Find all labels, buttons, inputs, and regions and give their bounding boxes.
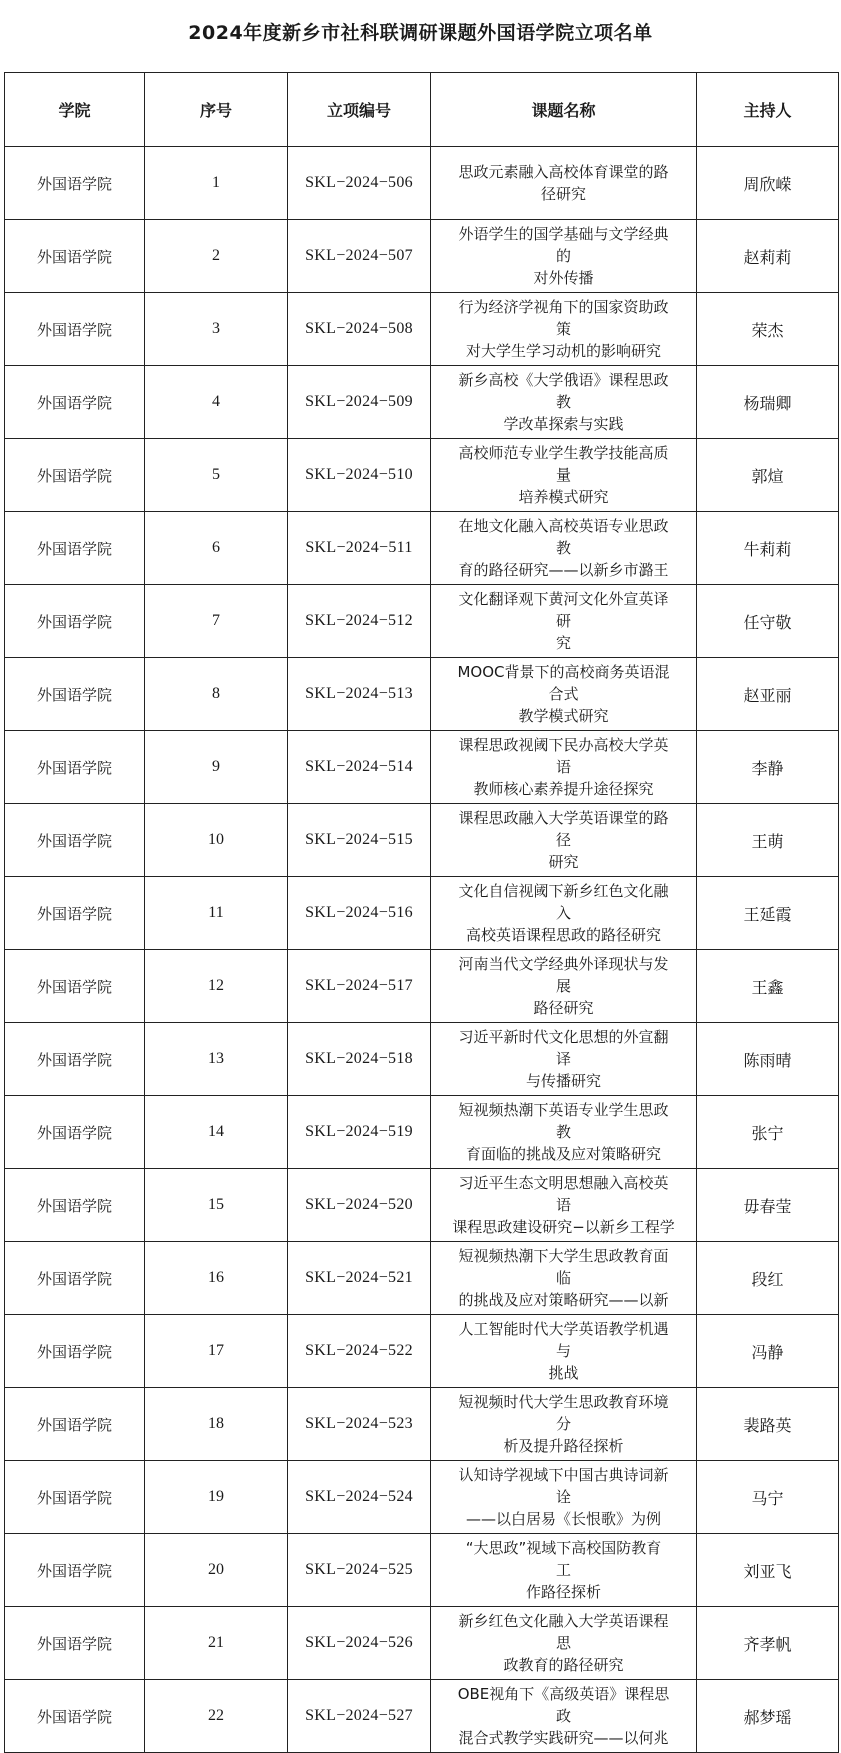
number-cell: 19: [145, 1461, 288, 1534]
topic-cell: [431, 1096, 697, 1169]
topic-line: 高校英语课程思政的路径研究: [465, 926, 661, 944]
number-cell: 17: [145, 1315, 288, 1388]
college-cell: 外国语学院: [5, 147, 145, 220]
topic-line: 教: [555, 393, 571, 411]
topic-line: 路径研究: [533, 999, 594, 1017]
number-cell: 9: [145, 731, 288, 804]
host-cell: 李静: [697, 731, 839, 804]
number-cell: 12: [145, 950, 288, 1023]
topic-line: 短视频时代大学生思政教育环境: [458, 1393, 669, 1411]
topic-line: 外语学生的国学基础与文学经典: [458, 225, 669, 243]
topic-cell: [431, 658, 697, 731]
code-cell: SKL−2024−523: [288, 1388, 431, 1461]
code-cell: SKL−2024−520: [288, 1169, 431, 1242]
topic-line: 习近平新时代文化思想的外宣翻: [458, 1028, 669, 1046]
host-cell: 王鑫: [697, 950, 839, 1023]
code-cell: SKL−2024−521: [288, 1242, 431, 1315]
topic-line: 在地文化融入高校英语专业思政: [458, 517, 669, 535]
page-title: 2024年度新乡市社科联调研课题外国语学院立项名单: [188, 22, 653, 44]
topic-line: 文化自信视阈下新乡红色文化融: [458, 882, 669, 900]
table-row: [5, 1169, 839, 1242]
host-cell: 荣杰: [697, 293, 839, 366]
topic-line: 挑战: [548, 1364, 579, 1382]
number-cell: 22: [145, 1680, 288, 1753]
table-row: [5, 366, 839, 439]
college-cell: 外国语学院: [5, 1680, 145, 1753]
topic-line: 径研究: [540, 185, 586, 203]
topic-line: MOOC背景下的高校商务英语混: [457, 663, 670, 681]
topic-cell: [431, 1461, 697, 1534]
table-row: [5, 512, 839, 585]
topic-line: “大思政”视域下高校国防教育: [465, 1539, 662, 1557]
topic-cell: [431, 1023, 697, 1096]
table-row: [5, 1680, 839, 1753]
host-cell: 段红: [697, 1242, 839, 1315]
topic-line: 临: [555, 1269, 571, 1287]
topic-line: 的: [555, 247, 571, 265]
college-cell: 外国语学院: [5, 950, 145, 1023]
topic-line: OBE视角下《高级英语》课程思: [457, 1685, 670, 1703]
code-cell: SKL−2024−513: [288, 658, 431, 731]
table-header-row: [5, 73, 839, 147]
topic-line: 语: [555, 758, 571, 776]
topic-line: 教师核心素养提升途径探究: [473, 780, 654, 798]
topic-line: 课程思政融入大学英语课堂的路: [458, 809, 669, 827]
table-row: [5, 1023, 839, 1096]
topic-line: 策: [555, 320, 571, 338]
topic-line: 行为经济学视角下的国家资助政: [458, 298, 669, 316]
code-cell: SKL−2024−524: [288, 1461, 431, 1534]
code-cell: SKL−2024−525: [288, 1534, 431, 1607]
code-cell: SKL−2024−522: [288, 1315, 431, 1388]
topic-line: 作路径探析: [525, 1583, 601, 1601]
table-row: [5, 658, 839, 731]
topic-line: 与: [555, 1342, 571, 1360]
college-cell: 外国语学院: [5, 1169, 145, 1242]
header-college: 学院: [5, 73, 145, 147]
topic-line: 新乡红色文化融入大学英语课程: [458, 1612, 669, 1630]
college-cell: 外国语学院: [5, 1388, 145, 1461]
topic-line: 研究: [548, 853, 579, 871]
topic-line: 教: [555, 1123, 571, 1141]
topic-line: 径: [555, 831, 571, 849]
topic-line: 合式: [548, 685, 579, 703]
topic-cell: [431, 512, 697, 585]
topic-line: 新乡高校《大学俄语》课程思政: [458, 371, 669, 389]
college-cell: 外国语学院: [5, 220, 145, 293]
topic-cell: [431, 220, 697, 293]
number-cell: 3: [145, 293, 288, 366]
header-code: 立项编号: [288, 73, 431, 147]
code-cell: SKL−2024−510: [288, 439, 431, 512]
college-cell: 外国语学院: [5, 1242, 145, 1315]
host-cell: 张宁: [697, 1096, 839, 1169]
code-cell: SKL−2024−509: [288, 366, 431, 439]
college-cell: 外国语学院: [5, 1461, 145, 1534]
topic-line: 政教育的路径研究: [503, 1656, 624, 1674]
topic-cell: [431, 1534, 697, 1607]
college-cell: 外国语学院: [5, 1315, 145, 1388]
topic-line: 混合式教学实践研究——以何兆: [458, 1729, 669, 1747]
topic-line: 课程思政建设研究−以新乡工程学: [452, 1218, 675, 1236]
table-row: [5, 804, 839, 877]
number-cell: 6: [145, 512, 288, 585]
topic-line: 工: [555, 1561, 571, 1579]
number-cell: 2: [145, 220, 288, 293]
topic-cell: [431, 293, 697, 366]
table-row: [5, 731, 839, 804]
topic-cell: [431, 585, 697, 658]
host-cell: 刘亚飞: [697, 1534, 839, 1607]
table-row: [5, 1315, 839, 1388]
topic-cell: [431, 366, 697, 439]
host-cell: 齐孝帆: [697, 1607, 839, 1680]
topic-line: 河南当代文学经典外译现状与发: [458, 955, 669, 973]
host-cell: 赵莉莉: [697, 220, 839, 293]
topic-line: 译: [555, 1050, 571, 1068]
topic-line: 语: [555, 1196, 571, 1214]
college-cell: 外国语学院: [5, 877, 145, 950]
number-cell: 18: [145, 1388, 288, 1461]
topic-cell: [431, 1607, 697, 1680]
header-topic: 课题名称: [431, 73, 697, 147]
host-cell: 赵亚丽: [697, 658, 839, 731]
topic-line: 的挑战及应对策略研究——以新: [458, 1291, 669, 1309]
topic-line: 研: [555, 612, 571, 630]
topic-line: 教: [555, 539, 571, 557]
number-cell: 11: [145, 877, 288, 950]
topic-cell: [431, 1169, 697, 1242]
topic-line: 思政元素融入高校体育课堂的路: [458, 163, 669, 181]
table-row: [5, 1534, 839, 1607]
host-cell: 牛莉莉: [697, 512, 839, 585]
topic-line: 与传播研究: [525, 1072, 601, 1090]
host-cell: 周欣嵘: [697, 147, 839, 220]
topic-cell: [431, 950, 697, 1023]
code-cell: SKL−2024−527: [288, 1680, 431, 1753]
college-cell: 外国语学院: [5, 1534, 145, 1607]
topic-line: 高校师范专业学生教学技能高质: [458, 444, 669, 462]
topic-line: 展: [555, 977, 571, 995]
college-cell: 外国语学院: [5, 1096, 145, 1169]
number-cell: 16: [145, 1242, 288, 1315]
topic-cell: [431, 731, 697, 804]
table-row: [5, 1388, 839, 1461]
number-cell: 21: [145, 1607, 288, 1680]
topic-line: 究: [555, 634, 571, 652]
host-cell: 王延霞: [697, 877, 839, 950]
topic-line: 文化翻译观下黄河文化外宣英译: [458, 590, 669, 608]
college-cell: 外国语学院: [5, 366, 145, 439]
header-host: 主持人: [697, 73, 839, 147]
topic-line: 析及提升路径探析: [503, 1437, 624, 1455]
number-cell: 13: [145, 1023, 288, 1096]
code-cell: SKL−2024−519: [288, 1096, 431, 1169]
college-cell: 外国语学院: [5, 1607, 145, 1680]
topic-cell: [431, 1242, 697, 1315]
college-cell: 外国语学院: [5, 512, 145, 585]
number-cell: 20: [145, 1534, 288, 1607]
code-cell: SKL−2024−515: [288, 804, 431, 877]
topic-line: 认知诗学视域下中国古典诗词新: [458, 1466, 669, 1484]
code-cell: SKL−2024−512: [288, 585, 431, 658]
host-cell: 裴路英: [697, 1388, 839, 1461]
project-table: [4, 72, 839, 1753]
host-cell: 郝梦瑶: [697, 1680, 839, 1753]
topic-cell: [431, 1680, 697, 1753]
topic-line: 人工智能时代大学英语教学机遇: [458, 1320, 669, 1338]
table-row: [5, 1096, 839, 1169]
code-cell: SKL−2024−508: [288, 293, 431, 366]
table-row: [5, 220, 839, 293]
table-row: [5, 877, 839, 950]
code-cell: SKL−2024−517: [288, 950, 431, 1023]
table-row: [5, 585, 839, 658]
college-cell: 外国语学院: [5, 731, 145, 804]
topic-line: 短视频热潮下大学生思政教育面: [458, 1247, 669, 1265]
code-cell: SKL−2024−514: [288, 731, 431, 804]
college-cell: 外国语学院: [5, 293, 145, 366]
table-row: [5, 1461, 839, 1534]
topic-line: ——以白居易《长恨歌》为例: [465, 1510, 661, 1528]
table-row: [5, 950, 839, 1023]
topic-line: 习近平生态文明思想融入高校英: [458, 1174, 669, 1192]
college-cell: 外国语学院: [5, 658, 145, 731]
college-cell: 外国语学院: [5, 585, 145, 658]
code-cell: SKL−2024−506: [288, 147, 431, 220]
topic-cell: [431, 1388, 697, 1461]
topic-line: 入: [555, 904, 571, 922]
number-cell: 15: [145, 1169, 288, 1242]
table-row: [5, 1607, 839, 1680]
code-cell: SKL−2024−526: [288, 1607, 431, 1680]
topic-line: 课程思政视阈下民办高校大学英: [458, 736, 669, 754]
topic-cell: [431, 804, 697, 877]
number-cell: 7: [145, 585, 288, 658]
host-cell: 马宁: [697, 1461, 839, 1534]
number-cell: 14: [145, 1096, 288, 1169]
host-cell: 王萌: [697, 804, 839, 877]
number-cell: 1: [145, 147, 288, 220]
code-cell: SKL−2024−516: [288, 877, 431, 950]
topic-line: 量: [555, 466, 571, 484]
number-cell: 4: [145, 366, 288, 439]
table-row: [5, 1242, 839, 1315]
college-cell: 外国语学院: [5, 1023, 145, 1096]
code-cell: SKL−2024−507: [288, 220, 431, 293]
topic-cell: [431, 147, 697, 220]
host-cell: 郭煊: [697, 439, 839, 512]
college-cell: 外国语学院: [5, 439, 145, 512]
table-row: [5, 439, 839, 512]
host-cell: 任守敬: [697, 585, 839, 658]
topic-line: 对外传播: [533, 269, 594, 287]
topic-cell: [431, 1315, 697, 1388]
host-cell: 毋春莹: [697, 1169, 839, 1242]
topic-line: 培养模式研究: [518, 488, 609, 506]
number-cell: 5: [145, 439, 288, 512]
table-row: [5, 147, 839, 220]
table-body: [5, 147, 839, 1753]
topic-line: 思: [555, 1634, 571, 1652]
topic-line: 学改革探索与实践: [503, 415, 624, 433]
code-cell: SKL−2024−518: [288, 1023, 431, 1096]
table-row: [5, 293, 839, 366]
topic-line: 政: [555, 1707, 571, 1725]
topic-line: 教学模式研究: [518, 707, 609, 725]
number-cell: 8: [145, 658, 288, 731]
host-cell: 杨瑞卿: [697, 366, 839, 439]
topic-line: 短视频热潮下英语专业学生思政: [458, 1101, 669, 1119]
topic-line: 育面临的挑战及应对策略研究: [465, 1145, 661, 1163]
topic-line: 诠: [555, 1488, 571, 1506]
host-cell: 陈雨晴: [697, 1023, 839, 1096]
topic-cell: [431, 877, 697, 950]
topic-line: 育的路径研究——以新乡市潞王: [458, 561, 669, 579]
number-cell: 10: [145, 804, 288, 877]
code-cell: SKL−2024−511: [288, 512, 431, 585]
topic-cell: [431, 439, 697, 512]
host-cell: 冯静: [697, 1315, 839, 1388]
college-cell: 外国语学院: [5, 804, 145, 877]
topic-line: 分: [555, 1415, 571, 1433]
header-number: 序号: [145, 73, 288, 147]
topic-line: 对大学生学习动机的影响研究: [465, 342, 661, 360]
